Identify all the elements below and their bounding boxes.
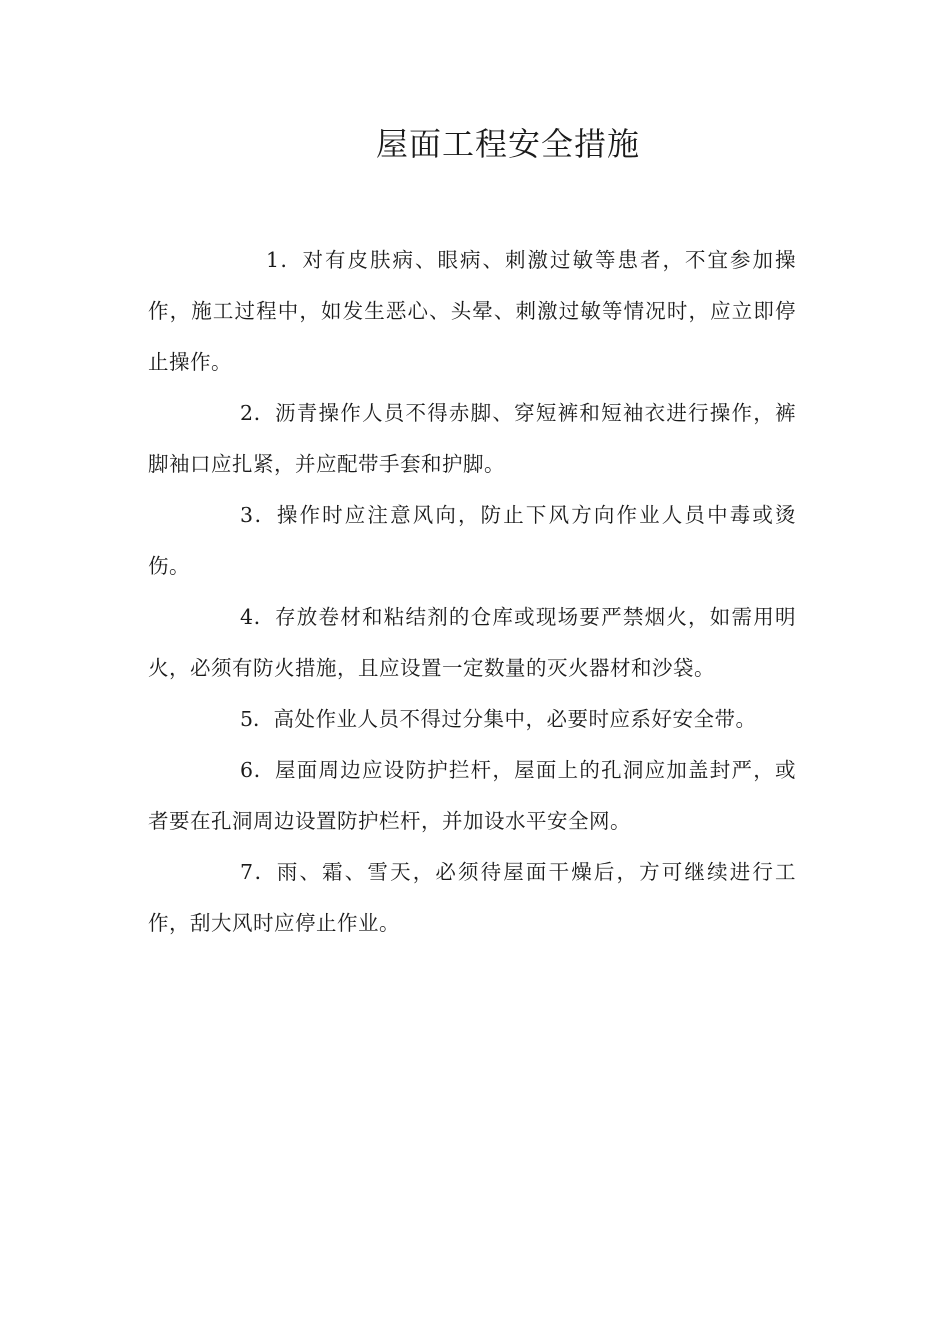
item-number: 4． [240,605,276,629]
item-text: 屋面周边应设防护拦杆，屋面上的孔洞应加盖封严，或者要在孔洞周边设置防护栏杆，并加设水平安全网。 [148,758,797,833]
list-item [148,388,796,490]
list-item [148,694,796,745]
item-text: 雨、霜、雪天，必须待屋面干燥后，方可继续进行工作，刮大风时应停止作业。 [148,860,797,935]
item-text: 对有皮肤病、眼病、刺激过敏等患者，不宜参加操作，施工过程中，如发生恶心、头晕、刺激过敏等情况时，应立即停止操作。 [148,248,797,374]
item-number: 7． [240,860,277,884]
document-body [148,235,796,949]
item-text: 高处作业人员不得过分集中，必要时应系好安全带。 [273,707,757,731]
item-text: 沥青操作人员不得赤脚、穿短裤和短袖衣进行操作，裤脚袖口应扎紧，并应配带手套和护脚。 [148,401,797,476]
list-item [148,847,796,949]
item-number: 2． [240,401,276,425]
item-number: 1． [266,248,303,272]
item-number: 3． [240,503,277,527]
document-title: 屋面工程安全措施 [375,125,640,163]
item-text: 操作时应注意风向，防止下风方向作业人员中毒或烫伤。 [148,503,797,578]
list-item [148,490,796,592]
list-item [148,592,796,694]
list-item [148,745,796,847]
list-item [148,235,796,388]
item-number: 6． [240,758,276,782]
item-text: 存放卷材和粘结剂的仓库或现场要严禁烟火，如需用明火，必须有防火措施，且应设置一定数量的灭火器材和沙袋。 [148,605,797,680]
item-number: 5． [240,707,274,731]
